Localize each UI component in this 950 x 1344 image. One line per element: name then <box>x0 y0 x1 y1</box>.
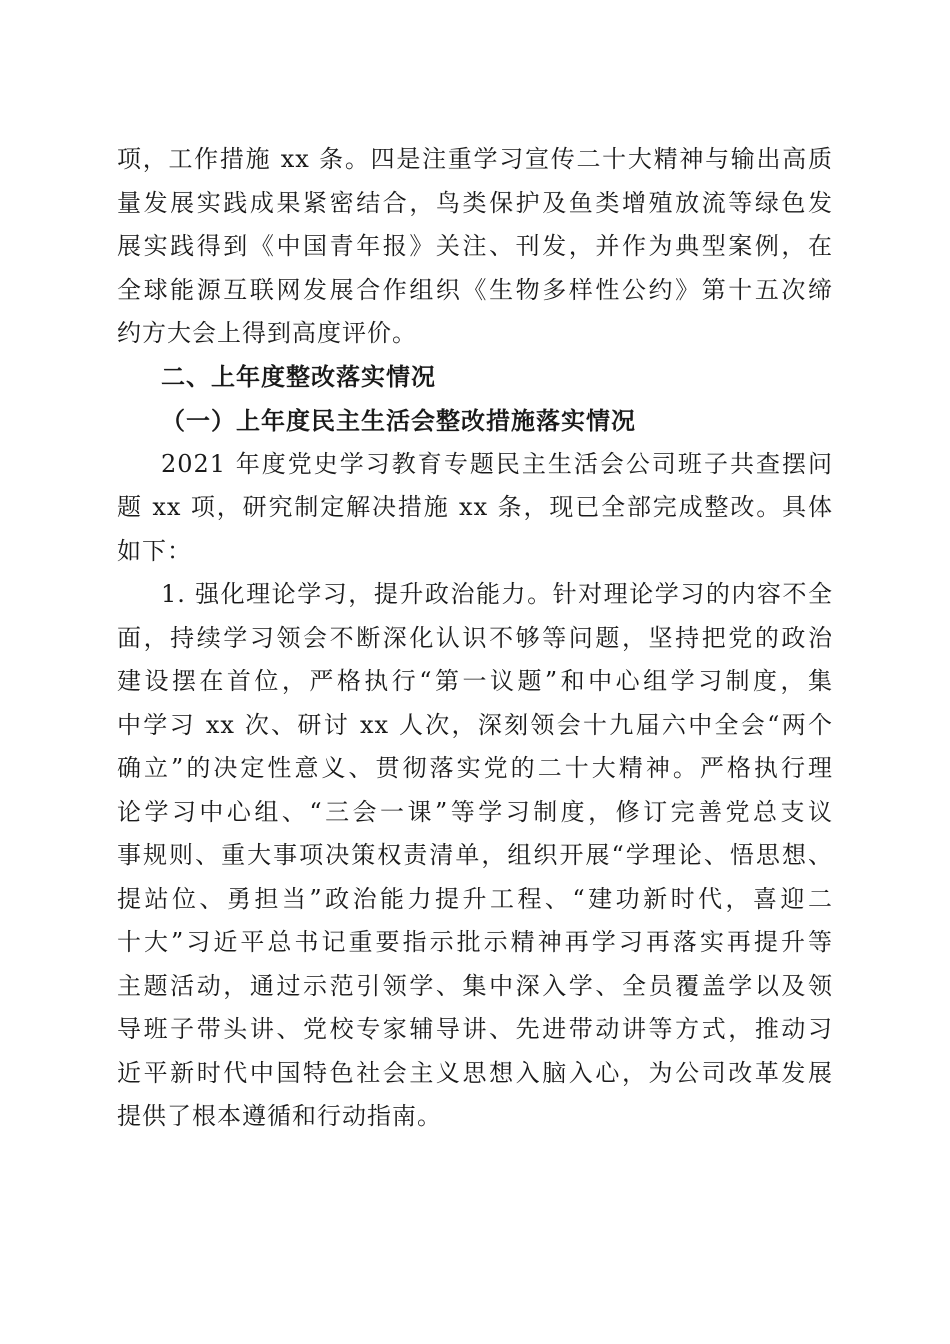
section-heading: 二、上年度整改落实情况 <box>161 362 436 391</box>
paragraph-summary <box>117 443 833 574</box>
text-line: 论学习中心组、“三会一课”等学习制度，修订完善党总支议 <box>117 797 833 826</box>
paragraph-theory-study <box>117 573 833 1139</box>
text-line: 中学习 xx 次、研讨 xx 人次，深刻领会十九届六中全会“两个 <box>117 710 833 739</box>
text-line: 题 xx 项，研究制定解决措施 xx 条，现已全部完成整改。具体 <box>117 493 833 521</box>
text-line: 确立”的决定性意义、贯彻落实党的二十大精神。严格执行理 <box>117 754 833 782</box>
text-line: 展实践得到《中国青年报》关注、刊发，并作为典型案例，在 <box>117 232 833 260</box>
text-line: 约方大会上得到高度评价。 <box>117 319 417 347</box>
paragraph-achievements <box>117 138 833 356</box>
text-line: 面，持续学习领会不断深化认识不够等问题，坚持把党的政治 <box>117 623 833 652</box>
section-subheading: （一）上年度民主生活会整改措施落实情况 <box>161 406 636 435</box>
text-line: 十大”习近平总书记重要指示批示精神再学习再落实再提升等 <box>117 928 833 956</box>
text-line: 近平新时代中国特色社会主义思想入脑入心，为公司改革发展 <box>117 1058 833 1087</box>
text-line: 如下： <box>117 536 192 565</box>
text-line: 全球能源互联网发展合作组织《生物多样性公约》第十五次缔 <box>117 275 833 304</box>
text-line: 事规则、重大事项决策权责清单，组织开展“学理论、悟思想、 <box>117 841 833 869</box>
text-line: 建设摆在首位，严格执行“第一议题”和中心组学习制度，集 <box>117 667 833 695</box>
text-line: 项，工作措施 xx 条。四是注重学习宣传二十大精神与输出高质 <box>117 145 833 173</box>
text-line: 导班子带头讲、党校专家辅导讲、先进带动讲等方式，推动习 <box>117 1015 833 1043</box>
text-line: 提站位、勇担当”政治能力提升工程、“建功新时代，喜迎二 <box>117 884 833 913</box>
text-line: 量发展实践成果紧密结合，鸟类保护及鱼类增殖放流等绿色发 <box>117 188 833 217</box>
text-line: 主题活动，通过示范引领学、集中深入学、全员覆盖学以及领 <box>117 971 833 1000</box>
text-line: 2021 年度党史学习教育专题民主生活会公司班子共查摆问 <box>161 449 833 478</box>
document-page <box>117 138 833 1139</box>
text-line: 1. 强化理论学习，提升政治能力。针对理论学习的内容不全 <box>161 580 833 608</box>
text-line: 提供了根本遵循和行动指南。 <box>117 1102 442 1130</box>
